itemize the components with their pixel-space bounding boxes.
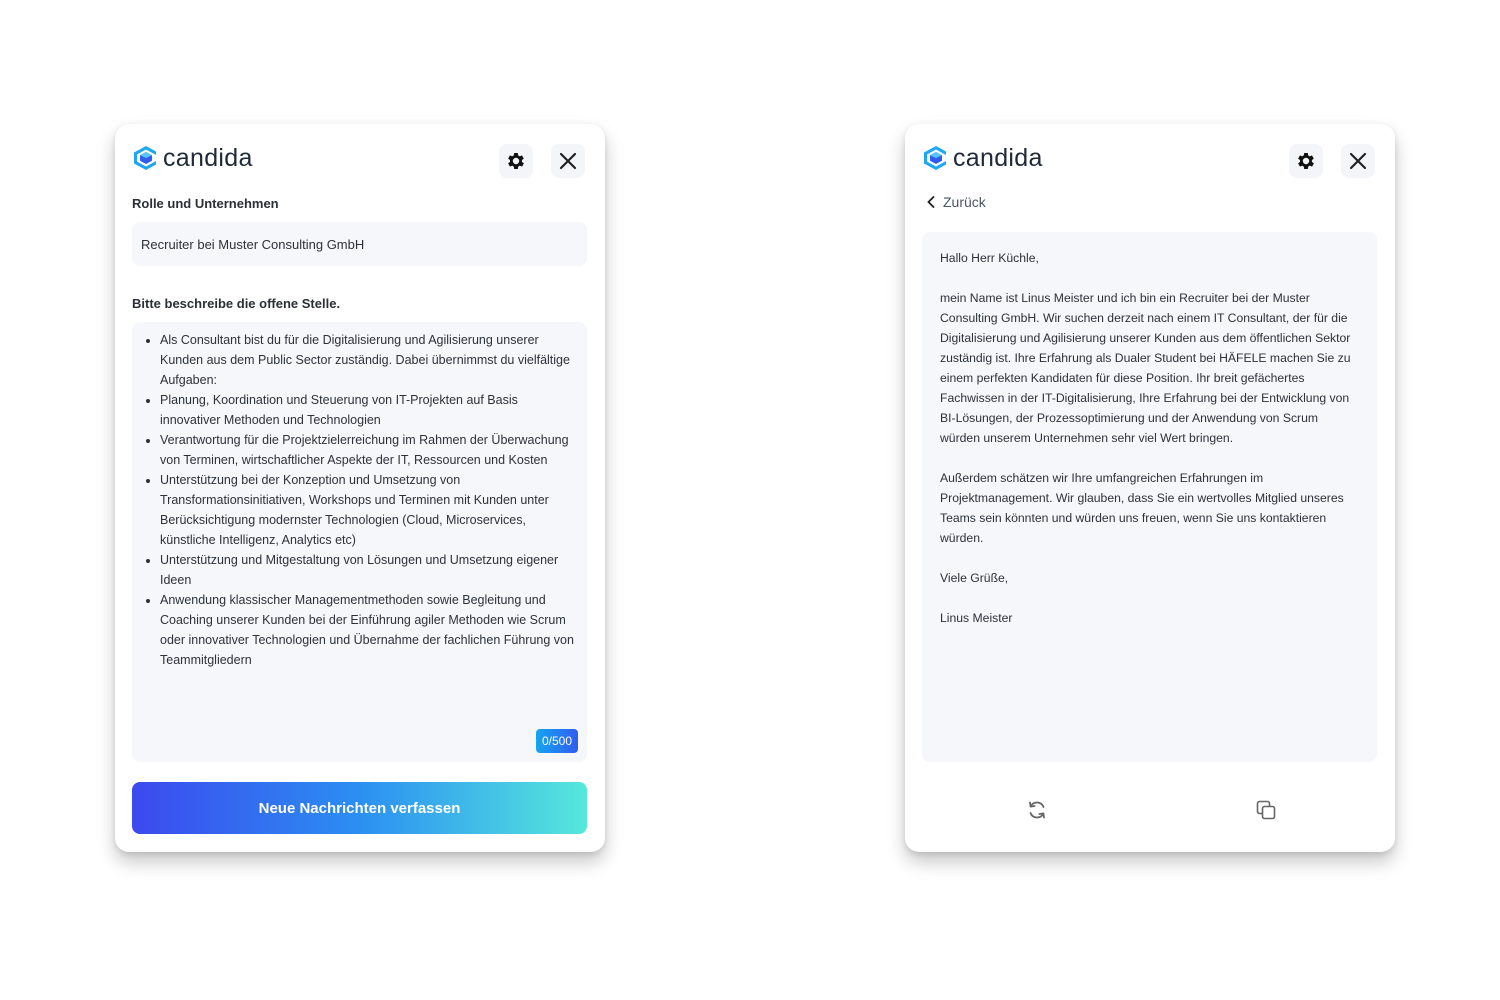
close-icon: [558, 151, 578, 171]
brand-name: candida: [953, 144, 1043, 172]
char-counter-badge: 0/500: [536, 729, 578, 753]
candida-logo-icon: [923, 145, 949, 171]
gear-icon: [1295, 150, 1317, 172]
list-item: • Anwendung klassischer Managementmethoden sowie Begleitung und Coaching unserer Kunden bei der Einführung agiler Methoden wie Scrum oder innovativer Technologien und Übernahme der fachlichen Führung von Teammitgliedern: [160, 590, 577, 670]
message-paragraph: mein Name ist Linus Meister und ich bin ein Recruiter bei der Muster Consulting GmbH. Wir suchen derzeit nach einem IT Consultant, der für die Digitalisierung und Agilisierung unserer Kunden aus dem öffentlichen Sektor zuständig ist. Ihre Erfahrung als Dualer Student bei HÄFELE machen Sie zu einem perfekten Kandidaten für diese Position. Ihr breit gefächertes Fachwissen in der IT-Digitalisierung, Ihre Erfahrung bei der Entwicklung von BI-Lösungen, der Prozessoptimierung und der Anwendung von Scrum würden unserem Unternehmen sehr viel Wert bringen.: [940, 291, 1351, 445]
candida-logo-icon: [133, 145, 159, 171]
regenerate-button[interactable]: [1023, 796, 1051, 824]
generated-message[interactable]: [922, 232, 1377, 762]
back-label: Zurück: [943, 194, 986, 210]
compose-panel: [115, 124, 605, 852]
settings-button[interactable]: [1289, 144, 1323, 178]
list-item: • Unterstützung bei der Konzeption und Umsetzung von Transformationsinitiativen, Workshops und Terminen mit Kunden unter Berücksichtigung modernster Technologien (Cloud, Microservices, künstliche Intelligenz, Analytics etc): [160, 470, 577, 550]
close-button[interactable]: [551, 144, 585, 178]
list-item: • Verantwortung für die Projektzielerreichung im Rahmen der Überwachung von Terminen, wirtschaftlicher Aspekte der IT, Ressourcen und Kosten: [160, 430, 577, 470]
description-label: Bitte beschreibe die offene Stelle.: [132, 296, 341, 311]
list-item: • Als Consultant bist du für die Digitalisierung und Agilisierung unserer Kunden aus dem Public Sector zuständig. Dabei übernimmst du vielfältige Aufgaben:: [160, 330, 577, 390]
message-paragraph: Linus Meister: [940, 611, 1013, 625]
role-input[interactable]: Recruiter bei Muster Consulting GmbH: [132, 222, 587, 266]
close-icon: [1348, 151, 1368, 171]
close-button[interactable]: [1341, 144, 1375, 178]
back-button[interactable]: [927, 194, 986, 210]
chevron-left-icon: [927, 196, 935, 208]
list-item: • Planung, Koordination und Steuerung von IT-Projekten auf Basis innovativer Methoden und Technologien: [160, 390, 577, 430]
copy-button[interactable]: [1252, 796, 1280, 824]
message-paragraph: Viele Grüße,: [940, 571, 1009, 585]
panel-header: [133, 144, 587, 178]
message-panel: [905, 124, 1395, 852]
list-item: • Unterstützung und Mitgestaltung von Lösungen und Umsetzung eigener Ideen: [160, 550, 577, 590]
message-paragraph: Außerdem schätzen wir Ihre umfangreichen Erfahrungen im Projektmanagement. Wir glauben, dass Sie ein wertvolles Mitglied unseres Teams sein könnten und würden uns freuen, wenn Sie uns kontaktieren würden.: [940, 471, 1344, 545]
copy-icon: [1254, 798, 1278, 822]
job-description-textarea[interactable]: [132, 322, 587, 762]
settings-button[interactable]: [499, 144, 533, 178]
role-label: Rolle und Unternehmen: [132, 196, 279, 211]
brand-name: candida: [163, 144, 253, 172]
brand-logo: [133, 144, 253, 172]
message-paragraph: Hallo Herr Küchle,: [940, 251, 1039, 265]
gear-icon: [505, 150, 527, 172]
description-list: [142, 330, 577, 670]
compose-button[interactable]: Neue Nachrichten verfassen: [132, 782, 587, 834]
refresh-icon: [1025, 798, 1049, 822]
panel-header: [923, 144, 1377, 178]
brand-logo: [923, 144, 1043, 172]
